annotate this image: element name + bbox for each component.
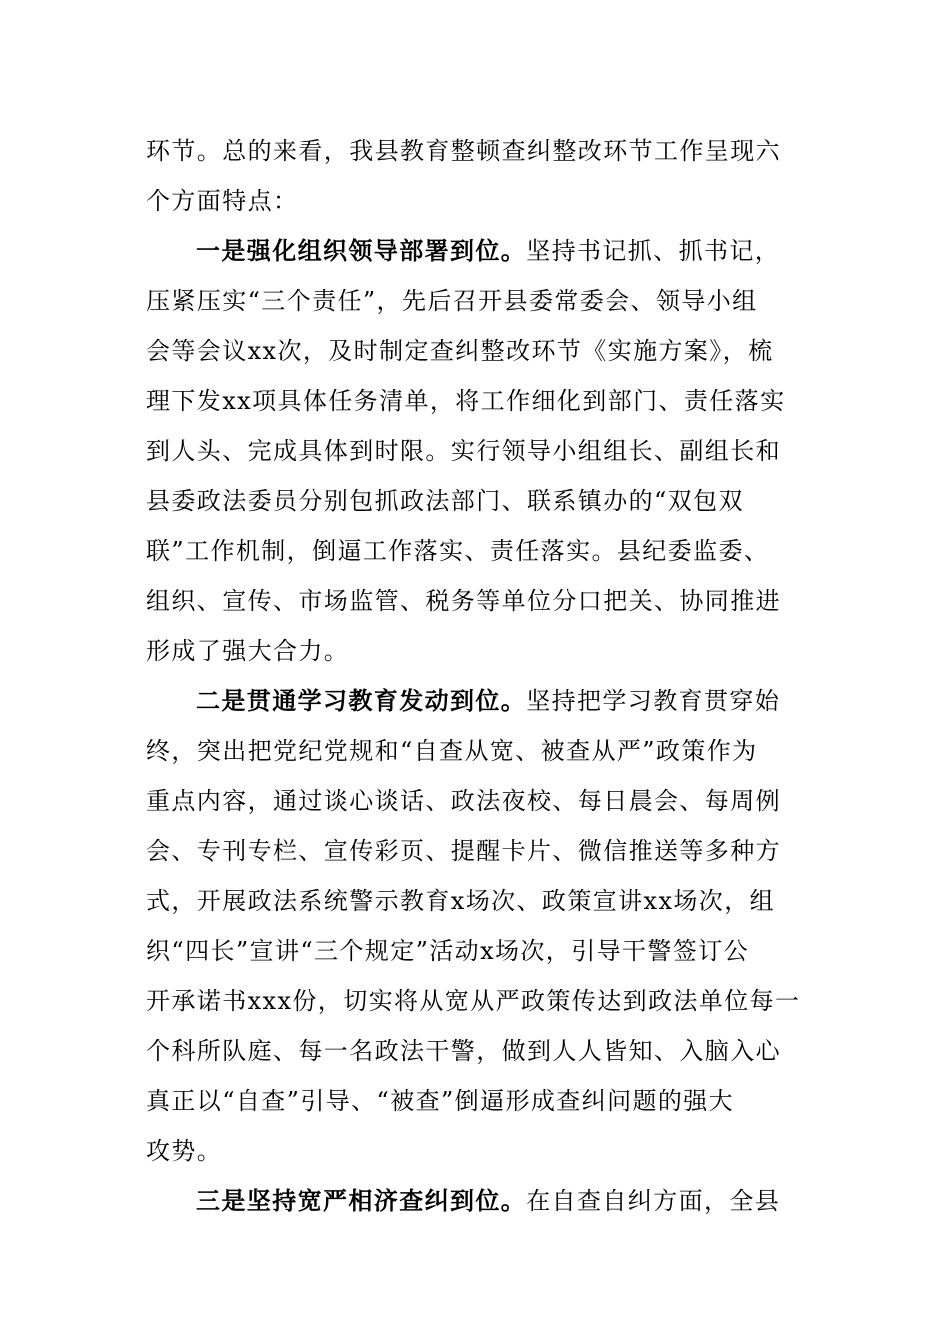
text-line: 开承诺书xxx份，切实将从宽从严政策传达到政法单位每一 bbox=[146, 987, 801, 1015]
text-line: 形成了强大合力。 bbox=[146, 637, 350, 665]
text-line: 个方面特点： bbox=[146, 187, 299, 215]
text-line: 个科所队庭、每一名政法干警，做到人人皆知、入脑入心 bbox=[146, 1037, 781, 1065]
text-line: 县委政法委员分别包抓政法部门、联系镇办的“双包双 bbox=[146, 487, 744, 515]
text-line: 会等会议xx次，及时制定查纠整改环节《实施方案》，梳 bbox=[146, 337, 774, 365]
text-line: 会、专刊专栏、宣传彩页、提醒卡片、微信推送等多种方 bbox=[146, 837, 781, 865]
text-line: 联”工作机制，倒逼工作落实、责任落实。县纪委监委、 bbox=[146, 537, 770, 565]
text-line: 到人头、完成具体到时限。实行领导小组组长、副组长和 bbox=[146, 437, 781, 465]
text-line: 组织、宣传、市场监管、税务等单位分口把关、协同推进 bbox=[146, 587, 781, 615]
paragraph-heading: 一是强化组织领导部署到位。 bbox=[196, 237, 527, 265]
text-line: 真正以“自查”引导、“被查”倒逼形成查纠问题的强大 bbox=[146, 1087, 735, 1115]
paragraph-heading: 三是坚持宽严相济查纠到位。 bbox=[196, 1187, 527, 1215]
text-line: 二是贯通学习教育发动到位。坚持把学习教育贯穿始 bbox=[196, 687, 781, 715]
text-line: 织“四长”宣讲“三个规定”活动x场次，引导干警签订公 bbox=[146, 937, 750, 965]
text-line: 三是坚持宽严相济查纠到位。在自查自纠方面，全县 bbox=[196, 1187, 781, 1215]
text-line: 重点内容，通过谈心谈话、政法夜校、每日晨会、每周例 bbox=[146, 787, 781, 815]
paragraph-heading: 二是贯通学习教育发动到位。 bbox=[196, 687, 527, 715]
text-line: 一是强化组织领导部署到位。坚持书记抓、抓书记， bbox=[196, 237, 781, 265]
text-line: 终，突出把党纪党规和“自查从宽、被查从严”政策作为 bbox=[146, 737, 758, 765]
text-line: 环节。总的来看，我县教育整顿查纠整改环节工作呈现六 bbox=[146, 137, 781, 165]
text-line: 式，开展政法系统警示教育x场次、政策宣讲xx场次，组 bbox=[146, 887, 776, 915]
text-line: 攻势。 bbox=[146, 1137, 223, 1165]
text-line: 压紧压实“三个责任”，先后召开县委常委会、领导小组 bbox=[146, 287, 758, 315]
text-line: 理下发xx项具体任务清单，将工作细化到部门、责任落实 bbox=[146, 387, 786, 415]
